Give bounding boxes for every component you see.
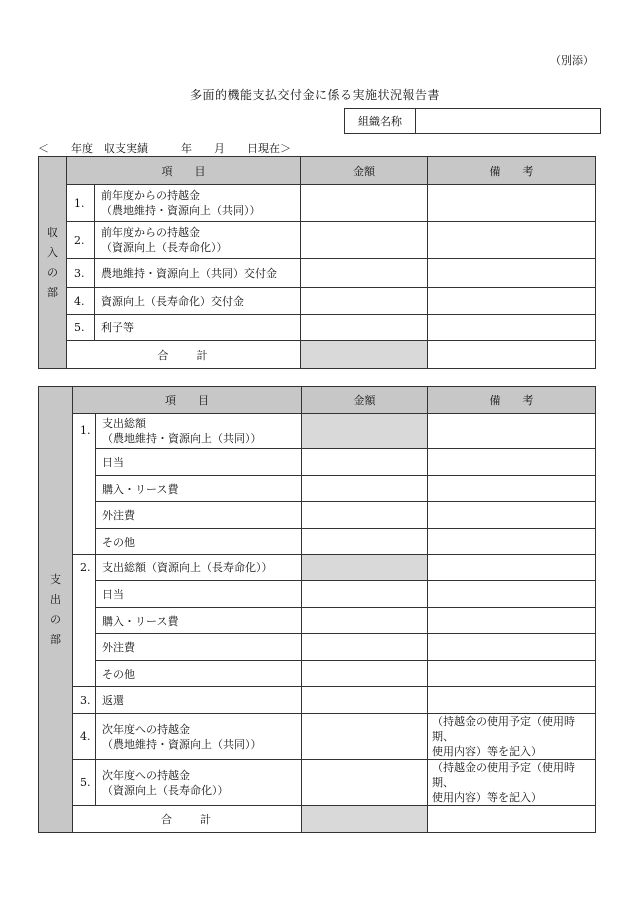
expense-sub-row	[39, 581, 596, 608]
sub-item-label: 日当	[96, 449, 302, 476]
attachment-label: （別添）	[550, 54, 594, 67]
row-label: 利子等	[95, 315, 301, 341]
income-row	[39, 185, 596, 222]
amount-cell[interactable]	[302, 529, 428, 555]
row-number: 5.	[67, 315, 95, 341]
expense-group-row	[39, 414, 596, 449]
row-label: 返還	[96, 687, 302, 714]
expense-sub-row	[39, 502, 596, 529]
income-row	[39, 288, 596, 315]
income-section-label: 収 入 の 部	[39, 157, 67, 369]
row-number: 1.	[73, 414, 96, 555]
row-label: 前年度からの持越金 （農地維持・資源向上（共同））	[95, 185, 301, 222]
amount-cell[interactable]	[302, 714, 428, 760]
row-label: 前年度からの持越金 （資源向上（長寿命化））	[95, 222, 301, 259]
income-amount-header: 金額	[301, 157, 428, 185]
row-label: 農地維持・資源向上（共同）交付金	[95, 259, 301, 288]
total-remarks-cell[interactable]	[428, 341, 596, 369]
expense-total-row	[39, 806, 596, 833]
row-number: 2.	[67, 222, 95, 259]
total-remarks-cell[interactable]	[428, 806, 596, 833]
remarks-cell[interactable]	[428, 581, 596, 608]
sub-item-label: 外注費	[96, 634, 302, 661]
amount-cell[interactable]	[302, 760, 428, 806]
page-title: 多面的機能支払交付金に係る実施状況報告書	[189, 88, 440, 102]
expense-sub-row	[39, 449, 596, 476]
amount-cell[interactable]	[302, 449, 428, 476]
row-number: 5.	[73, 760, 96, 806]
total-label: 合 計	[73, 806, 302, 833]
expense-sub-row	[39, 529, 596, 555]
expense-sub-row	[39, 608, 596, 634]
remarks-cell[interactable]	[428, 687, 596, 714]
income-total-row	[39, 341, 596, 369]
remarks-cell[interactable]	[428, 529, 596, 555]
remarks-cell[interactable]	[428, 608, 596, 634]
organization-name-box	[344, 108, 601, 134]
row-number: 1.	[67, 185, 95, 222]
sub-item-label: その他	[96, 529, 302, 555]
income-remarks-header: 備 考	[428, 157, 596, 185]
income-row	[39, 259, 596, 288]
row-number: 4.	[67, 288, 95, 315]
remarks-cell[interactable]	[428, 555, 596, 581]
sub-item-label: 購入・リース費	[96, 476, 302, 502]
income-row	[39, 315, 596, 341]
org-name-field[interactable]	[416, 109, 601, 134]
remarks-cell[interactable]	[428, 259, 596, 288]
amount-cell[interactable]	[302, 687, 428, 714]
row-label: 次年度への持越金 （資源向上（長寿命化））	[96, 760, 302, 806]
row-label: 次年度への持越金 （農地維持・資源向上（共同））	[96, 714, 302, 760]
amount-cell[interactable]	[302, 661, 428, 687]
amount-cell[interactable]	[302, 608, 428, 634]
expense-remarks-header: 備 考	[428, 387, 596, 414]
expense-row	[39, 714, 596, 760]
remarks-cell[interactable]	[428, 449, 596, 476]
expense-sub-row	[39, 634, 596, 661]
remarks-note[interactable]: （持越金の使用予定（使用時期、 使用内容）等を記入）	[428, 714, 596, 760]
total-label: 合 計	[67, 341, 301, 369]
amount-cell[interactable]	[302, 581, 428, 608]
sub-item-label: その他	[96, 661, 302, 687]
remarks-cell[interactable]	[428, 288, 596, 315]
income-table	[38, 156, 596, 369]
amount-cell	[302, 414, 428, 449]
amount-cell[interactable]	[301, 259, 428, 288]
amount-cell[interactable]	[302, 634, 428, 661]
expense-sub-row	[39, 476, 596, 502]
sub-item-label: 外注費	[96, 502, 302, 529]
amount-cell	[302, 555, 428, 581]
amount-cell[interactable]	[302, 476, 428, 502]
row-label: 支出総額 （農地維持・資源向上（共同））	[96, 414, 302, 449]
expense-sub-row	[39, 661, 596, 687]
income-item-header: 項 目	[67, 157, 301, 185]
amount-cell[interactable]	[302, 502, 428, 529]
expense-row	[39, 760, 596, 806]
remarks-cell[interactable]	[428, 476, 596, 502]
row-number: 4.	[73, 714, 96, 760]
remarks-note[interactable]: （持越金の使用予定（使用時期、 使用内容）等を記入）	[428, 760, 596, 806]
income-row	[39, 222, 596, 259]
row-label: 支出総額（資源向上（長寿命化））	[96, 555, 302, 581]
expense-amount-header: 金額	[302, 387, 428, 414]
sub-item-label: 日当	[96, 581, 302, 608]
expense-row	[39, 687, 596, 714]
remarks-cell[interactable]	[428, 634, 596, 661]
expense-group-row	[39, 555, 596, 581]
amount-cell[interactable]	[301, 185, 428, 222]
remarks-cell[interactable]	[428, 502, 596, 529]
org-name-label: 組織名称	[345, 109, 416, 134]
row-label: 資源向上（長寿命化）交付金	[95, 288, 301, 315]
total-amount-cell	[302, 806, 428, 833]
row-number: 3.	[67, 259, 95, 288]
remarks-cell[interactable]	[428, 185, 596, 222]
remarks-cell[interactable]	[428, 222, 596, 259]
sub-item-label: 購入・リース費	[96, 608, 302, 634]
expense-table	[38, 386, 596, 833]
period-line: ＜ 年度 収支実績 年 月 日現在＞	[38, 142, 291, 155]
row-number: 3.	[73, 687, 96, 714]
remarks-cell[interactable]	[428, 414, 596, 449]
row-number: 2.	[73, 555, 96, 687]
total-amount-cell	[301, 341, 428, 369]
amount-cell[interactable]	[301, 315, 428, 341]
remarks-cell[interactable]	[428, 661, 596, 687]
expense-section-label: 支 出 の 部	[39, 387, 73, 833]
amount-cell[interactable]	[301, 288, 428, 315]
expense-item-header: 項 目	[73, 387, 302, 414]
amount-cell[interactable]	[301, 222, 428, 259]
remarks-cell[interactable]	[428, 315, 596, 341]
